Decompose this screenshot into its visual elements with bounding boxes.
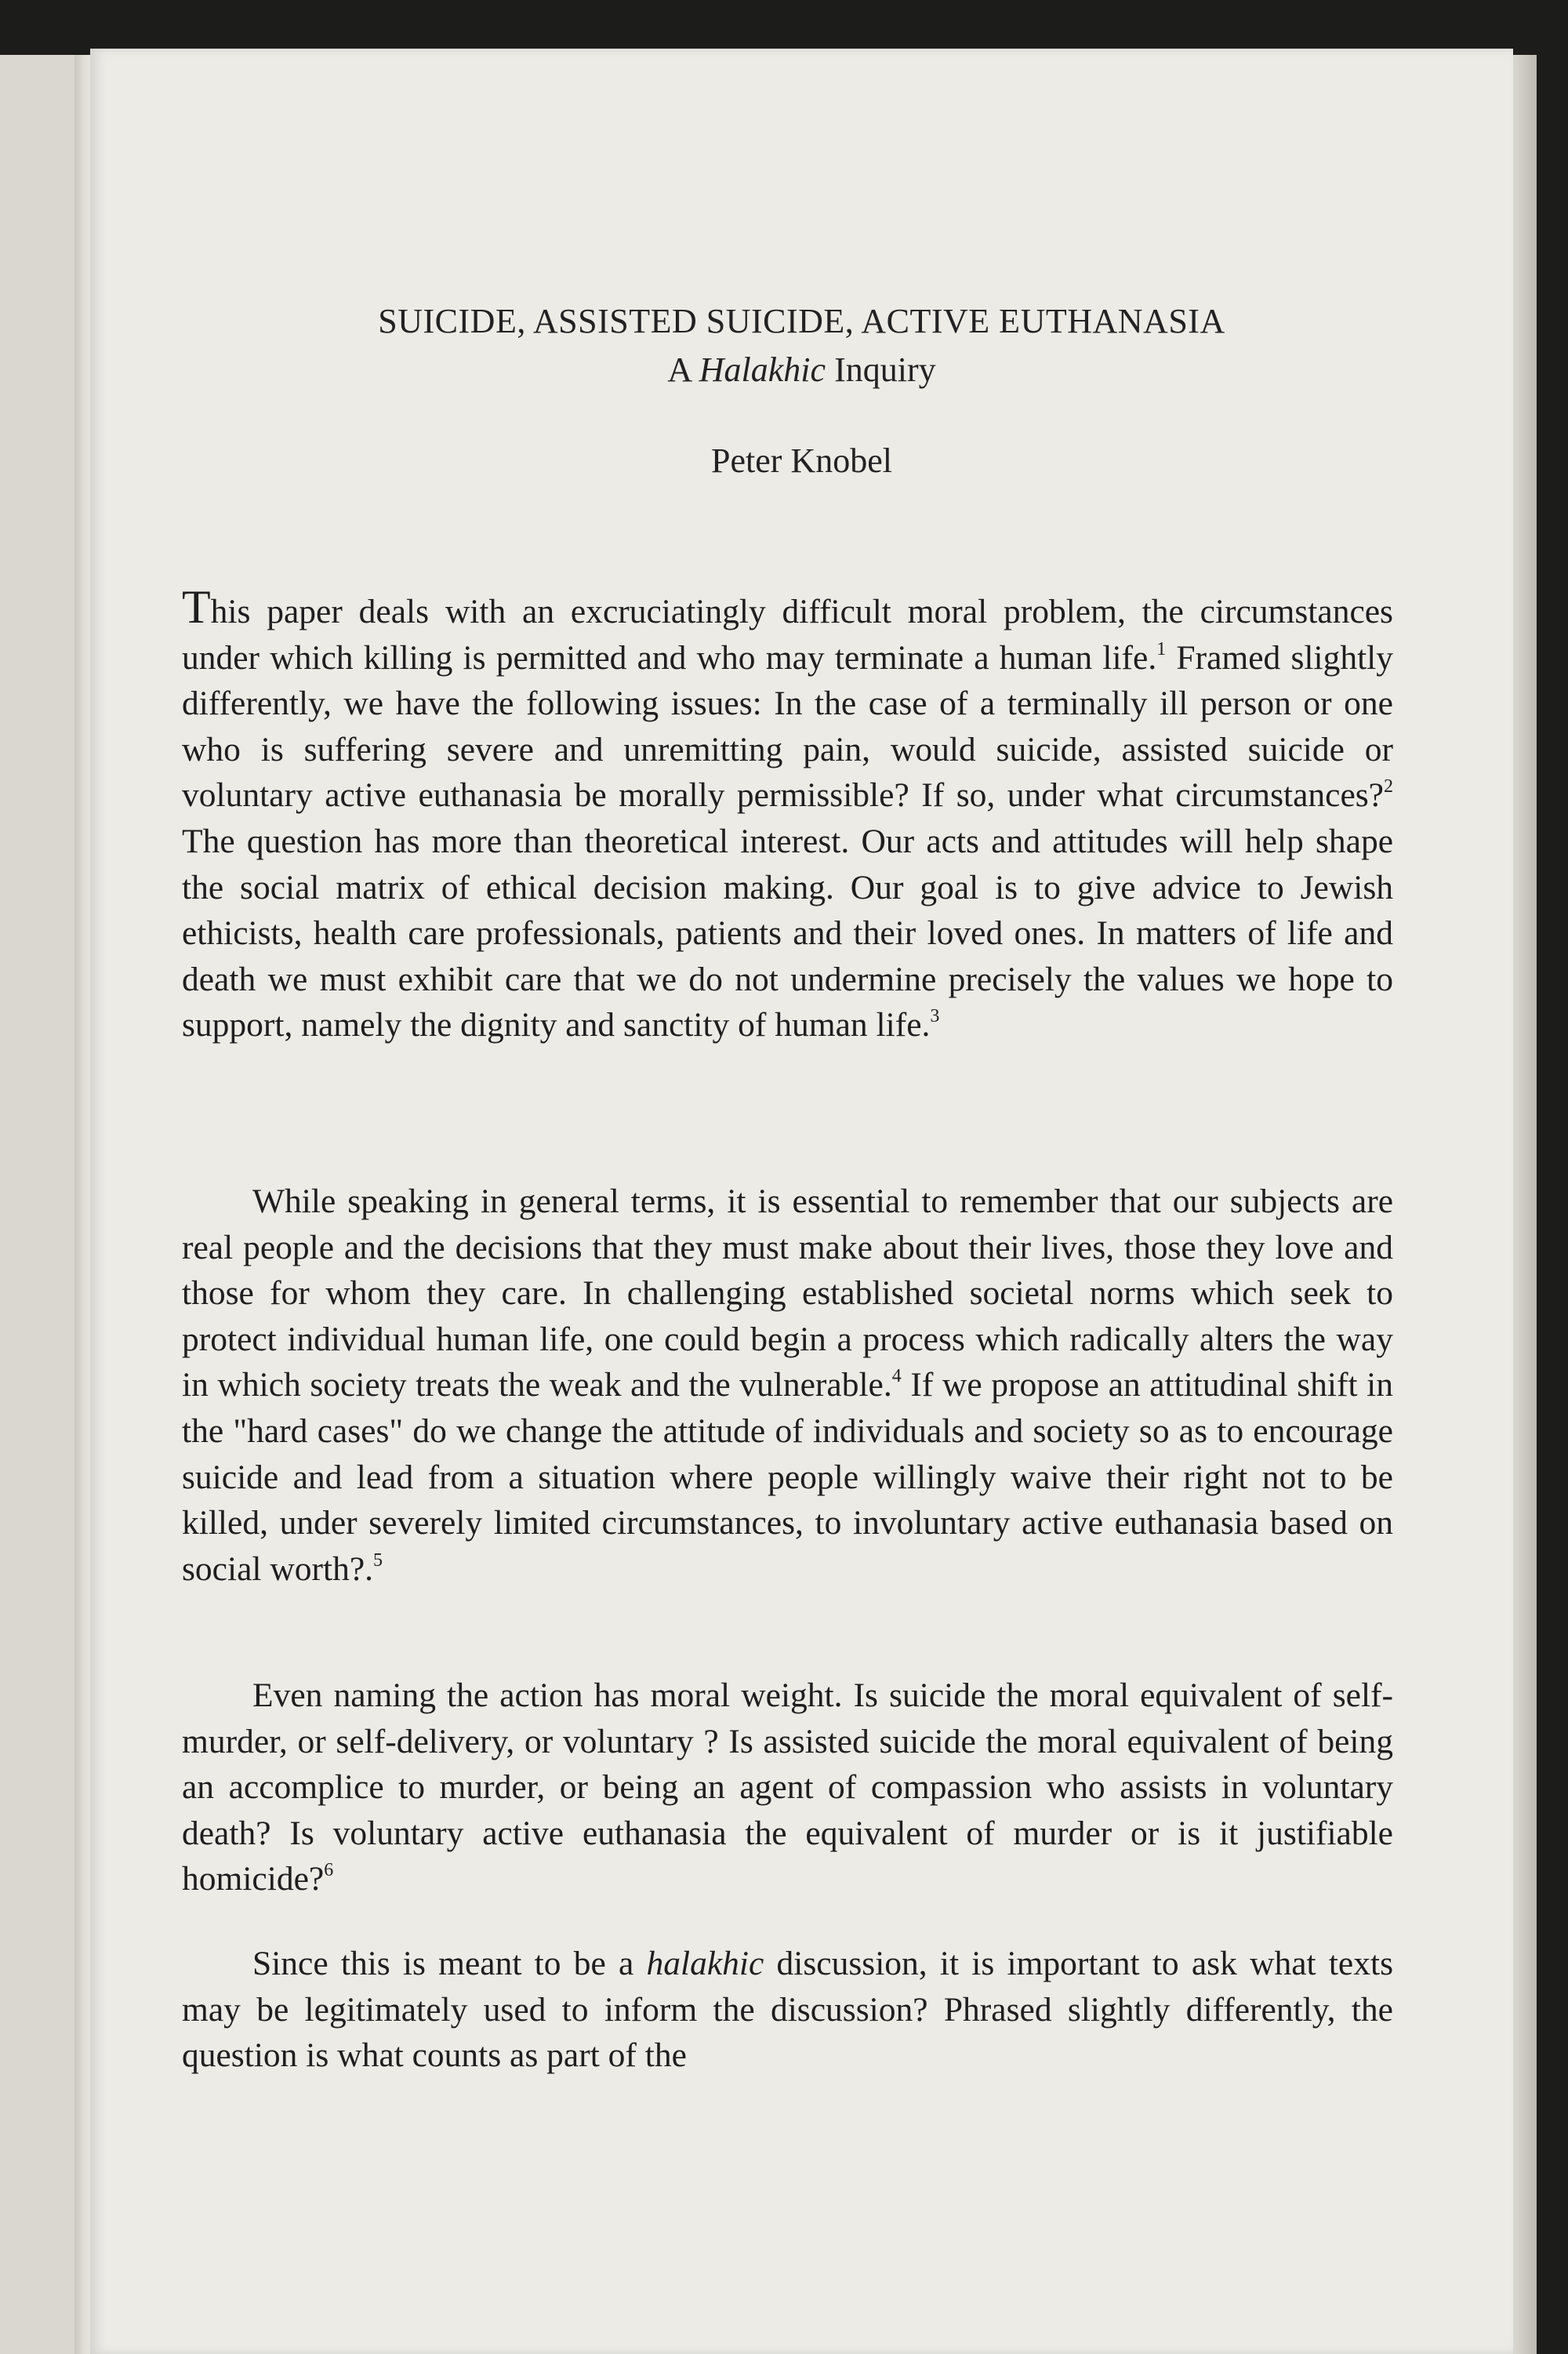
facing-page	[0, 55, 74, 2354]
paragraph-4-italic: halakhic	[646, 1945, 764, 1982]
paragraph-4-text-b: discussion, it is important to ask what texts may be legitimately used to inform the discussion? Phrased slightly differently, the question is what counts as part of the	[182, 1945, 1394, 2075]
author-name: Peter Knobel	[711, 441, 892, 480]
footnote-ref-3[interactable]: 3	[930, 1006, 940, 1027]
subtitle-prefix: A	[667, 351, 699, 389]
paragraph-1-text-b: Framed slightly differently, we have the following issues: In the case of a terminally ill person or one who is suffering severe and unremitting pain, would suicide, assisted suicide or voluntary active euthanasia be morally permissible? If so, under what circumstances?	[182, 638, 1393, 815]
paragraph-4-text-a: Since this is meant to be a	[252, 1945, 647, 1982]
paragraph-3	[182, 1673, 1393, 1902]
article-title: SUICIDE, ASSISTED SUICIDE, ACTIVE EUTHANASIA	[378, 302, 1225, 340]
paragraph-2-text-b: If we propose an attitudinal shift in the "hard cases" do we change the attitude of individuals and society so as to encourage suicide and lead from a situation where people willingly waive their right not to be killed, under severely limited circumstances, to involuntary active euthanasia based on social worth?.	[182, 1366, 1393, 1588]
footnote-ref-2[interactable]: 2	[1384, 776, 1393, 797]
footnote-ref-1[interactable]: 1	[1156, 638, 1167, 659]
subtitle-suffix: Inquiry	[826, 351, 936, 389]
paragraph-3-text-a: Even naming the action has moral weight. Is suicide the moral equivalent of self-murder, or self-delivery, or voluntary ? Is assisted suicide the moral equivalent of being an accomplice to murder, or being an agent of compassion who assists in voluntary death? Is voluntary active euthanasia the equivalent of murder or is it justifiable homicide?	[182, 1676, 1393, 1898]
subtitle-italic: Halakhic	[699, 351, 826, 389]
footnote-ref-5[interactable]: 5	[373, 1549, 383, 1571]
footnote-ref-6[interactable]: 6	[324, 1860, 334, 1881]
footnote-ref-4[interactable]: 4	[891, 1366, 902, 1387]
paragraph-1	[182, 581, 1393, 1048]
paragraph-2	[182, 1179, 1393, 1592]
paragraph-4	[182, 1941, 1393, 2079]
paragraph-1-text-a: his paper deals with an excruciatingly difficult moral problem, the circumstances under which killing is permitted and who may terminate a human life.	[182, 593, 1393, 677]
article-subtitle	[90, 350, 1513, 390]
book-page	[90, 49, 1513, 2354]
paragraph-1-text-c: The question has more than theoretical interest. Our acts and attitudes will help shape the social matrix of ethical decision making. Our goal is to give advice to Jewish ethicists, health care professionals, patients and their loved ones. In matters of life and death we must exhibit care that we do not undermine precisely the values we hope to support, namely the dignity and sanctity of human life.	[182, 822, 1393, 1044]
drop-cap: T	[182, 581, 211, 633]
paragraph-2-text-a: While speaking in general terms, it is essential to remember that our subjects are real people and the decisions that they must make about their lives, those they love and those for whom they care. In challenging established societal norms which seek to protect individual human life, one could begin a process which radically alters the way in which society treats the weak and the vulnerable.	[182, 1182, 1393, 1404]
